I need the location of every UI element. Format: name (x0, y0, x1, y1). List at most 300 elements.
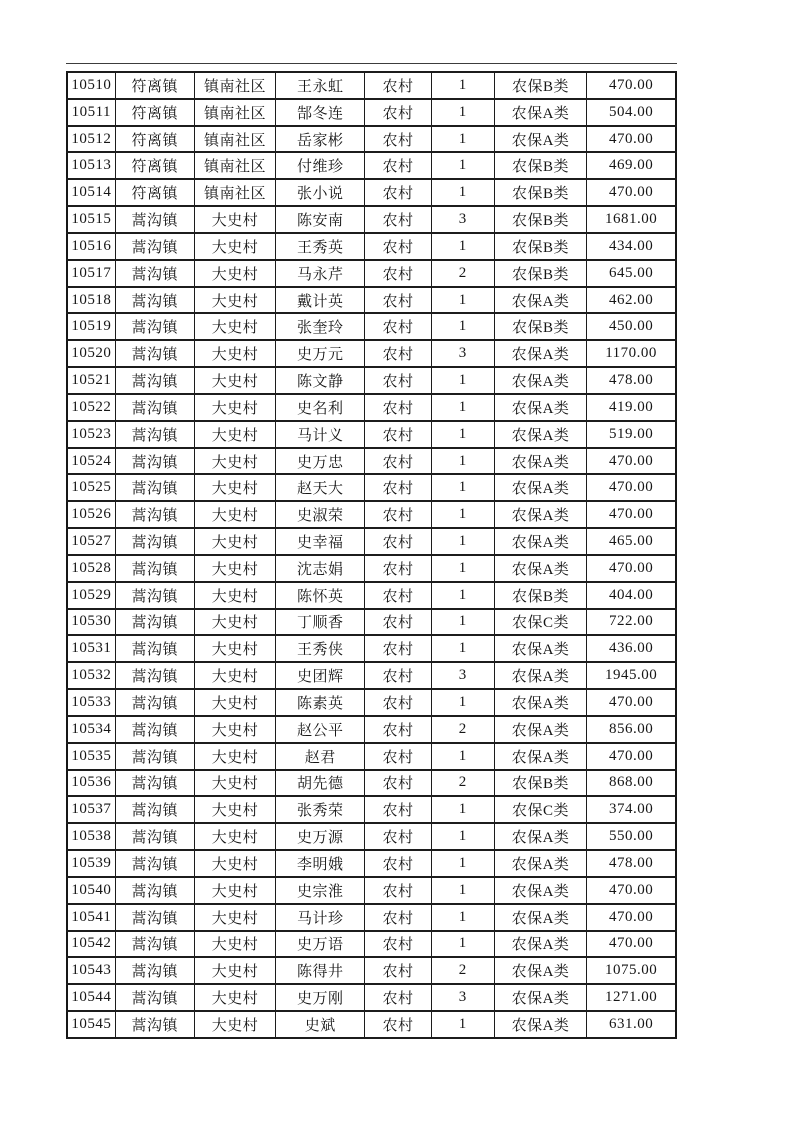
cell-person-count: 1 (431, 152, 494, 179)
cell-insurance-category: 农保A类 (494, 877, 586, 904)
cell-amount: 1170.00 (587, 340, 676, 367)
cell-id: 10521 (67, 367, 115, 394)
table-row (67, 635, 676, 662)
table-row (67, 340, 676, 367)
cell-village: 大史村 (194, 206, 275, 233)
cell-amount: 478.00 (587, 850, 676, 877)
cell-residence-type: 农村 (365, 555, 431, 582)
cell-residence-type: 农村 (365, 421, 431, 448)
cell-insurance-category: 农保B类 (494, 582, 586, 609)
cell-id: 10545 (67, 1011, 115, 1038)
cell-id: 10511 (67, 99, 115, 126)
cell-village: 大史村 (194, 367, 275, 394)
cell-person-count: 2 (431, 716, 494, 743)
table-row (67, 474, 676, 501)
cell-insurance-category: 农保A类 (494, 662, 586, 689)
cell-person-name: 史万忠 (276, 448, 365, 475)
cell-id: 10538 (67, 823, 115, 850)
table-row (67, 287, 676, 314)
cell-amount: 722.00 (587, 609, 676, 636)
cell-residence-type: 农村 (365, 233, 431, 260)
cell-person-name: 李明娥 (276, 850, 365, 877)
cell-residence-type: 农村 (365, 313, 431, 340)
table-row (67, 233, 676, 260)
table-row (67, 501, 676, 528)
cell-person-name: 岳家彬 (276, 126, 365, 153)
cell-town: 蒿沟镇 (115, 448, 194, 475)
table-row (67, 582, 676, 609)
cell-insurance-category: 农保A类 (494, 689, 586, 716)
cell-id: 10539 (67, 850, 115, 877)
cell-amount: 1075.00 (587, 957, 676, 984)
cell-village: 大史村 (194, 555, 275, 582)
cell-id: 10536 (67, 770, 115, 797)
cell-person-count: 1 (431, 555, 494, 582)
cell-town: 蒿沟镇 (115, 877, 194, 904)
table-row (67, 313, 676, 340)
cell-person-count: 1 (431, 528, 494, 555)
cell-town: 蒿沟镇 (115, 287, 194, 314)
cell-person-name: 史名利 (276, 394, 365, 421)
cell-id: 10531 (67, 635, 115, 662)
cell-residence-type: 农村 (365, 796, 431, 823)
cell-person-name: 沈志娟 (276, 555, 365, 582)
cell-person-name: 史幸福 (276, 528, 365, 555)
cell-village: 大史村 (194, 877, 275, 904)
cell-person-count: 1 (431, 796, 494, 823)
cell-person-count: 1 (431, 179, 494, 206)
cell-insurance-category: 农保C类 (494, 609, 586, 636)
cell-insurance-category: 农保A类 (494, 957, 586, 984)
cell-id: 10510 (67, 72, 115, 99)
cell-amount: 504.00 (587, 99, 676, 126)
cell-person-name: 史斌 (276, 1011, 365, 1038)
cell-id: 10537 (67, 796, 115, 823)
cell-town: 蒿沟镇 (115, 233, 194, 260)
cell-town: 符离镇 (115, 99, 194, 126)
cell-residence-type: 农村 (365, 904, 431, 931)
cell-insurance-category: 农保A类 (494, 421, 586, 448)
cell-insurance-category: 农保B类 (494, 260, 586, 287)
cell-town: 蒿沟镇 (115, 421, 194, 448)
cell-residence-type: 农村 (365, 823, 431, 850)
cell-town: 蒿沟镇 (115, 609, 194, 636)
cell-person-name: 陈得井 (276, 957, 365, 984)
table-row (67, 206, 676, 233)
cell-village: 大史村 (194, 823, 275, 850)
cell-residence-type: 农村 (365, 931, 431, 958)
cell-insurance-category: 农保C类 (494, 796, 586, 823)
cell-id: 10515 (67, 206, 115, 233)
cell-insurance-category: 农保A类 (494, 743, 586, 770)
cell-town: 蒿沟镇 (115, 206, 194, 233)
cell-person-name: 付维珍 (276, 152, 365, 179)
cell-town: 蒿沟镇 (115, 662, 194, 689)
cell-insurance-category: 农保B类 (494, 313, 586, 340)
cell-person-name: 陈怀英 (276, 582, 365, 609)
cell-person-count: 1 (431, 582, 494, 609)
table-row (67, 957, 676, 984)
cell-person-name: 张小说 (276, 179, 365, 206)
cell-residence-type: 农村 (365, 260, 431, 287)
cell-amount: 478.00 (587, 367, 676, 394)
cell-amount: 1681.00 (587, 206, 676, 233)
cell-amount: 519.00 (587, 421, 676, 448)
cell-residence-type: 农村 (365, 957, 431, 984)
cell-amount: 645.00 (587, 260, 676, 287)
cell-insurance-category: 农保A类 (494, 555, 586, 582)
cell-residence-type: 农村 (365, 662, 431, 689)
cell-id: 10541 (67, 904, 115, 931)
table-row (67, 528, 676, 555)
cell-person-count: 3 (431, 340, 494, 367)
cell-id: 10524 (67, 448, 115, 475)
cell-id: 10518 (67, 287, 115, 314)
cell-id: 10517 (67, 260, 115, 287)
cell-amount: 1271.00 (587, 984, 676, 1011)
table-row (67, 152, 676, 179)
table-row (67, 1011, 676, 1038)
cell-person-count: 1 (431, 72, 494, 99)
cell-amount: 434.00 (587, 233, 676, 260)
cell-town: 蒿沟镇 (115, 635, 194, 662)
cell-amount: 450.00 (587, 313, 676, 340)
cell-insurance-category: 农保A类 (494, 716, 586, 743)
table-row (67, 770, 676, 797)
cell-town: 蒿沟镇 (115, 823, 194, 850)
cell-id: 10513 (67, 152, 115, 179)
cell-village: 大史村 (194, 850, 275, 877)
cell-residence-type: 农村 (365, 528, 431, 555)
table-row (67, 367, 676, 394)
cell-amount: 470.00 (587, 931, 676, 958)
cell-village: 大史村 (194, 957, 275, 984)
cell-village: 大史村 (194, 233, 275, 260)
cell-town: 蒿沟镇 (115, 743, 194, 770)
table-row (67, 877, 676, 904)
cell-person-count: 1 (431, 850, 494, 877)
cell-village: 大史村 (194, 743, 275, 770)
cell-id: 10514 (67, 179, 115, 206)
cell-residence-type: 农村 (365, 501, 431, 528)
cell-person-name: 陈素英 (276, 689, 365, 716)
cell-insurance-category: 农保A类 (494, 126, 586, 153)
cell-residence-type: 农村 (365, 340, 431, 367)
cell-residence-type: 农村 (365, 394, 431, 421)
cell-id: 10529 (67, 582, 115, 609)
cell-amount: 462.00 (587, 287, 676, 314)
cell-amount: 470.00 (587, 904, 676, 931)
cell-person-name: 史团辉 (276, 662, 365, 689)
cell-residence-type: 农村 (365, 984, 431, 1011)
cell-amount: 470.00 (587, 72, 676, 99)
cell-town: 蒿沟镇 (115, 904, 194, 931)
table-row (67, 72, 676, 99)
cell-insurance-category: 农保B类 (494, 206, 586, 233)
cell-id: 10527 (67, 528, 115, 555)
cell-insurance-category: 农保B类 (494, 770, 586, 797)
cell-amount: 868.00 (587, 770, 676, 797)
cell-id: 10520 (67, 340, 115, 367)
cell-insurance-category: 农保A类 (494, 635, 586, 662)
cell-village: 大史村 (194, 770, 275, 797)
cell-residence-type: 农村 (365, 206, 431, 233)
cell-village: 大史村 (194, 984, 275, 1011)
cell-person-name: 丁顺香 (276, 609, 365, 636)
cell-amount: 631.00 (587, 1011, 676, 1038)
cell-amount: 470.00 (587, 126, 676, 153)
cell-person-name: 郜冬连 (276, 99, 365, 126)
cell-residence-type: 农村 (365, 99, 431, 126)
cell-amount: 436.00 (587, 635, 676, 662)
cell-person-name: 张奎玲 (276, 313, 365, 340)
cell-person-count: 1 (431, 931, 494, 958)
table-row (67, 823, 676, 850)
cell-person-count: 1 (431, 99, 494, 126)
cell-person-count: 1 (431, 689, 494, 716)
cell-person-count: 1 (431, 394, 494, 421)
cell-village: 大史村 (194, 1011, 275, 1038)
cell-id: 10512 (67, 126, 115, 153)
cell-insurance-category: 农保A类 (494, 528, 586, 555)
cell-residence-type: 农村 (365, 582, 431, 609)
cell-id: 10540 (67, 877, 115, 904)
cell-residence-type: 农村 (365, 126, 431, 153)
cell-person-count: 1 (431, 421, 494, 448)
cell-person-count: 1 (431, 904, 494, 931)
cell-person-name: 张秀荣 (276, 796, 365, 823)
table-row (67, 662, 676, 689)
table-row (67, 609, 676, 636)
cell-village: 镇南社区 (194, 126, 275, 153)
cell-id: 10528 (67, 555, 115, 582)
table-row (67, 421, 676, 448)
cell-village: 镇南社区 (194, 152, 275, 179)
cell-amount: 470.00 (587, 474, 676, 501)
cell-person-count: 1 (431, 743, 494, 770)
cell-amount: 1945.00 (587, 662, 676, 689)
cell-town: 蒿沟镇 (115, 260, 194, 287)
cell-insurance-category: 农保B类 (494, 179, 586, 206)
table-row (67, 796, 676, 823)
cell-person-count: 1 (431, 635, 494, 662)
cell-village: 大史村 (194, 448, 275, 475)
cell-town: 蒿沟镇 (115, 501, 194, 528)
cell-person-count: 2 (431, 770, 494, 797)
cell-id: 10526 (67, 501, 115, 528)
cell-insurance-category: 农保A类 (494, 823, 586, 850)
cell-town: 蒿沟镇 (115, 770, 194, 797)
cell-village: 大史村 (194, 931, 275, 958)
cell-amount: 404.00 (587, 582, 676, 609)
cell-town: 蒿沟镇 (115, 931, 194, 958)
table-row (67, 850, 676, 877)
cell-town: 蒿沟镇 (115, 474, 194, 501)
cell-insurance-category: 农保A类 (494, 448, 586, 475)
cell-town: 蒿沟镇 (115, 582, 194, 609)
cell-village: 镇南社区 (194, 72, 275, 99)
cell-id: 10532 (67, 662, 115, 689)
cell-person-name: 陈文静 (276, 367, 365, 394)
cell-person-name: 马计珍 (276, 904, 365, 931)
cell-person-name: 史万刚 (276, 984, 365, 1011)
cell-village: 大史村 (194, 394, 275, 421)
cell-village: 大史村 (194, 716, 275, 743)
cell-town: 符离镇 (115, 179, 194, 206)
cell-town: 蒿沟镇 (115, 367, 194, 394)
cell-residence-type: 农村 (365, 448, 431, 475)
cell-person-count: 1 (431, 474, 494, 501)
cell-insurance-category: 农保A类 (494, 1011, 586, 1038)
cell-id: 10542 (67, 931, 115, 958)
cell-person-name: 马永芹 (276, 260, 365, 287)
cell-village: 大史村 (194, 689, 275, 716)
table-row (67, 179, 676, 206)
table-row (67, 394, 676, 421)
table-row (67, 126, 676, 153)
cell-residence-type: 农村 (365, 287, 431, 314)
cell-residence-type: 农村 (365, 72, 431, 99)
cell-amount: 550.00 (587, 823, 676, 850)
cell-person-count: 1 (431, 367, 494, 394)
cell-insurance-category: 农保A类 (494, 367, 586, 394)
cell-person-count: 1 (431, 233, 494, 260)
cell-id: 10543 (67, 957, 115, 984)
cell-residence-type: 农村 (365, 179, 431, 206)
cell-person-name: 王秀侠 (276, 635, 365, 662)
cell-insurance-category: 农保A类 (494, 904, 586, 931)
cell-amount: 469.00 (587, 152, 676, 179)
cell-id: 10523 (67, 421, 115, 448)
cell-village: 大史村 (194, 474, 275, 501)
cell-village: 大史村 (194, 904, 275, 931)
cell-village: 镇南社区 (194, 179, 275, 206)
cell-amount: 419.00 (587, 394, 676, 421)
cell-person-count: 2 (431, 957, 494, 984)
cell-id: 10533 (67, 689, 115, 716)
cell-amount: 470.00 (587, 877, 676, 904)
cell-id: 10535 (67, 743, 115, 770)
cell-person-count: 1 (431, 823, 494, 850)
cell-insurance-category: 农保A类 (494, 99, 586, 126)
cell-village: 大史村 (194, 528, 275, 555)
cell-person-name: 赵公平 (276, 716, 365, 743)
cell-person-name: 史万元 (276, 340, 365, 367)
cell-insurance-category: 农保A类 (494, 474, 586, 501)
cell-amount: 470.00 (587, 689, 676, 716)
cell-residence-type: 农村 (365, 689, 431, 716)
table-row (67, 260, 676, 287)
cell-village: 大史村 (194, 609, 275, 636)
cell-village: 大史村 (194, 421, 275, 448)
cell-id: 10519 (67, 313, 115, 340)
cell-amount: 470.00 (587, 179, 676, 206)
cell-town: 蒿沟镇 (115, 394, 194, 421)
cell-insurance-category: 农保A类 (494, 340, 586, 367)
cell-residence-type: 农村 (365, 367, 431, 394)
cell-person-name: 史万源 (276, 823, 365, 850)
cell-village: 大史村 (194, 582, 275, 609)
cell-village: 大史村 (194, 501, 275, 528)
insurance-roster-table (66, 71, 677, 1039)
cell-town: 蒿沟镇 (115, 689, 194, 716)
table-row (67, 984, 676, 1011)
cell-person-count: 3 (431, 206, 494, 233)
cell-residence-type: 农村 (365, 474, 431, 501)
cell-id: 10525 (67, 474, 115, 501)
cell-person-name: 王秀英 (276, 233, 365, 260)
cell-person-count: 1 (431, 313, 494, 340)
cell-id: 10522 (67, 394, 115, 421)
cell-amount: 470.00 (587, 743, 676, 770)
cell-person-count: 1 (431, 126, 494, 153)
cell-insurance-category: 农保B类 (494, 72, 586, 99)
table-row (67, 904, 676, 931)
table-row (67, 931, 676, 958)
cell-residence-type: 农村 (365, 716, 431, 743)
cell-person-count: 1 (431, 609, 494, 636)
cell-person-name: 王永虹 (276, 72, 365, 99)
cell-person-count: 2 (431, 260, 494, 287)
table-row (67, 99, 676, 126)
cell-insurance-category: 农保A类 (494, 850, 586, 877)
cell-residence-type: 农村 (365, 743, 431, 770)
cell-person-count: 1 (431, 1011, 494, 1038)
cell-amount: 374.00 (587, 796, 676, 823)
table-row (67, 555, 676, 582)
cell-amount: 465.00 (587, 528, 676, 555)
cell-person-name: 赵天大 (276, 474, 365, 501)
cell-town: 符离镇 (115, 126, 194, 153)
table-row (67, 689, 676, 716)
cell-village: 大史村 (194, 796, 275, 823)
cell-amount: 470.00 (587, 448, 676, 475)
cell-town: 符离镇 (115, 152, 194, 179)
cell-person-count: 1 (431, 448, 494, 475)
cell-insurance-category: 农保A类 (494, 931, 586, 958)
cell-insurance-category: 农保A类 (494, 501, 586, 528)
cell-person-name: 马计义 (276, 421, 365, 448)
cell-residence-type: 农村 (365, 635, 431, 662)
table-row (67, 448, 676, 475)
cell-person-count: 1 (431, 287, 494, 314)
cell-residence-type: 农村 (365, 770, 431, 797)
cell-id: 10516 (67, 233, 115, 260)
cell-village: 大史村 (194, 635, 275, 662)
cell-insurance-category: 农保B类 (494, 152, 586, 179)
cell-person-name: 史宗淮 (276, 877, 365, 904)
cell-person-count: 3 (431, 984, 494, 1011)
cell-person-name: 胡先德 (276, 770, 365, 797)
cell-amount: 470.00 (587, 501, 676, 528)
cell-residence-type: 农村 (365, 850, 431, 877)
cell-village: 大史村 (194, 662, 275, 689)
cell-village: 大史村 (194, 287, 275, 314)
table-body (67, 72, 676, 1038)
cell-village: 大史村 (194, 313, 275, 340)
previous-page-row-border-remnant (66, 63, 677, 64)
cell-insurance-category: 农保A类 (494, 287, 586, 314)
cell-person-name: 陈安南 (276, 206, 365, 233)
cell-insurance-category: 农保A类 (494, 984, 586, 1011)
cell-town: 蒿沟镇 (115, 850, 194, 877)
cell-person-count: 3 (431, 662, 494, 689)
cell-amount: 470.00 (587, 555, 676, 582)
cell-residence-type: 农村 (365, 877, 431, 904)
cell-town: 蒿沟镇 (115, 796, 194, 823)
cell-town: 蒿沟镇 (115, 528, 194, 555)
table-row (67, 716, 676, 743)
